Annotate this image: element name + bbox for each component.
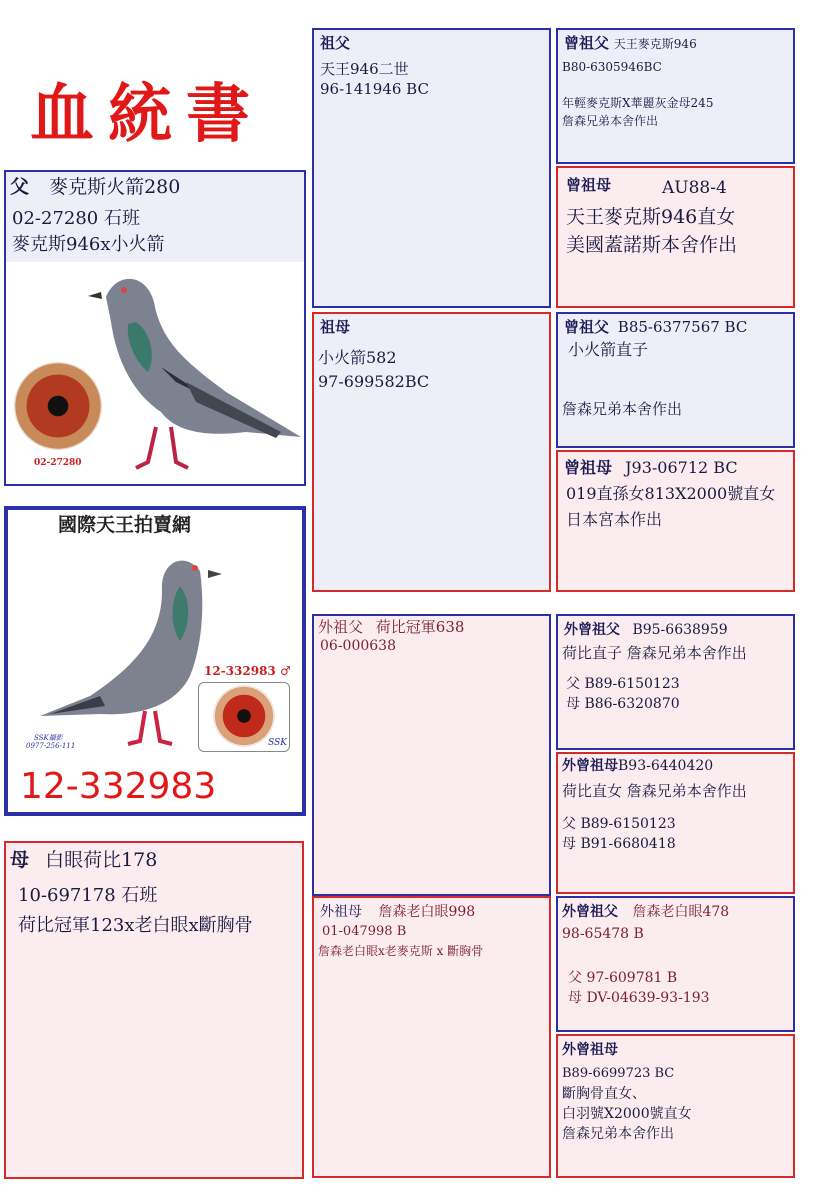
great-grandsire-3-heading	[564, 622, 728, 640]
paternal-granddam-name: 小火箭582	[318, 348, 397, 367]
great-granddam-4-pedigree-1: 斷胸骨直女、	[562, 1086, 646, 1102]
great-granddam-2-card	[556, 450, 795, 592]
maternal-grandsire-card	[312, 614, 551, 896]
maternal-grandsire-ring: 06-000638	[320, 638, 396, 654]
maternal-granddam-heading	[320, 904, 475, 922]
great-granddam-2-ring: J93-06712 BC	[625, 458, 738, 477]
great-grandsire-4-heading	[562, 904, 729, 922]
subject-card	[4, 506, 306, 816]
great-granddam-3-label: 外曾祖母	[562, 758, 618, 774]
maternal-granddam-name: 詹森老白眼998	[378, 904, 476, 920]
great-grandsire-3-card	[556, 614, 795, 750]
great-grandsire-3-dam: 母 B86-6320870	[566, 696, 680, 712]
great-grandsire-4-name: 詹森老白眼478	[632, 904, 730, 920]
dam-name: 白眼荷比178	[45, 849, 158, 871]
maternal-grandsire-label: 外祖父	[318, 618, 364, 636]
great-grandsire-1-ring: B80-6305946BC	[562, 60, 662, 74]
great-granddam-4-ring: B89-6699723 BC	[562, 1066, 675, 1081]
great-grandsire-2-heading	[564, 318, 747, 337]
paternal-grandsire-label: 祖父	[320, 34, 351, 52]
great-granddam-3-heading	[562, 758, 713, 776]
great-granddam-4-label: 外曾祖母	[562, 1042, 618, 1058]
paternal-granddam-label: 祖母	[320, 318, 351, 336]
great-grandsire-2-card	[556, 312, 795, 448]
great-granddam-1-ring: AU88-4	[662, 178, 727, 198]
great-grandsire-1-breeder: 詹森兄弟本舍作出	[562, 114, 659, 128]
great-grandsire-1-heading	[564, 34, 697, 53]
great-grandsire-2-ring: B85-6377567 BC	[617, 318, 748, 336]
great-granddam-1-label: 曾祖母	[566, 176, 612, 194]
maternal-grandsire-name: 荷比冠軍638	[375, 618, 465, 636]
great-grandsire-4-sire: 父 97-609781 B	[568, 970, 678, 986]
great-grandsire-4-ring: 98-65478 B	[562, 926, 644, 942]
photographer-credit: SSK攝影	[34, 734, 63, 742]
great-granddam-2-pedigree: 019直孫女813X2000號直女	[566, 484, 776, 503]
great-grandsire-3-pedigree: 荷比直子 詹森兄弟本舍作出	[562, 644, 747, 662]
page-title: 血統書	[30, 77, 264, 152]
sire-pedigree: 麥克斯946x小火箭	[12, 234, 165, 255]
maternal-grandsire-heading	[318, 618, 464, 637]
great-granddam-4-card	[556, 1034, 795, 1178]
great-granddam-2-label: 曾祖母	[564, 458, 613, 477]
photo-watermark: SSK	[268, 737, 287, 748]
great-grandsire-1-label: 曾祖父	[564, 34, 610, 52]
great-granddam-2-breeder: 日本宮本作出	[566, 510, 663, 529]
sire-name: 麥克斯火箭280	[49, 176, 181, 198]
maternal-granddam-ring: 01-047998 B	[322, 924, 407, 939]
great-granddam-1-pedigree: 天王麥克斯946直女	[566, 206, 736, 228]
great-grandsire-4-card	[556, 896, 795, 1032]
dam-ring: 10-697178 石班	[18, 885, 158, 906]
great-grandsire-3-sire: 父 B89-6150123	[566, 676, 680, 692]
maternal-granddam-pedigree: 詹森老白眼x老麥克斯 x 斷胸骨	[318, 944, 484, 958]
auction-site-name: 國際天王拍賣網	[58, 514, 192, 536]
great-grandsire-2-pedigree: 小火箭直子	[568, 340, 649, 359]
great-grandsire-2-label: 曾祖父	[564, 318, 610, 336]
maternal-granddam-card	[312, 896, 551, 1178]
great-granddam-2-heading	[564, 458, 738, 478]
subject-ring-small: 12-332983 ♂	[204, 664, 291, 678]
paternal-grandsire-card	[312, 28, 551, 308]
sire-ring: 02-27280 石班	[12, 208, 140, 229]
great-grandsire-2-breeder: 詹森兄弟本舍作出	[562, 400, 683, 418]
paternal-grandsire-ring: 96-141946 BC	[320, 80, 429, 98]
sire-pigeon-photo	[76, 262, 306, 482]
dam-pedigree: 荷比冠軍123x老白眼x斷胸骨	[18, 915, 253, 936]
great-grandsire-4-label: 外曾祖父	[562, 904, 618, 920]
great-grandsire-1-name: 天王麥克斯946	[613, 37, 697, 51]
dam-card	[4, 841, 304, 1179]
sire-label: 父	[10, 176, 30, 198]
sire-info	[6, 172, 304, 262]
photographer-phone: 0977-256-111	[26, 742, 76, 750]
dam-heading	[10, 849, 157, 873]
great-granddam-1-breeder: 美國蓋諾斯本舍作出	[566, 234, 738, 256]
great-granddam-1-card	[556, 166, 795, 308]
great-granddam-3-ring: B93-6440420	[618, 758, 714, 774]
great-grandsire-4-dam: 母 DV-04639-93-193	[568, 990, 710, 1006]
paternal-grandsire-name: 天王946二世	[320, 60, 409, 78]
paternal-granddam-ring: 97-699582BC	[318, 372, 430, 391]
sire-card	[4, 170, 306, 486]
eye-icon	[213, 685, 275, 747]
subject-eye-photo	[198, 682, 290, 752]
sire-eye-photo	[14, 362, 102, 450]
great-grandsire-1-card	[556, 28, 795, 164]
sire-photo-caption: 02-27280	[34, 458, 82, 468]
great-granddam-4-pedigree-2: 白羽號X2000號直女	[562, 1106, 692, 1122]
great-grandsire-3-label: 外曾祖父	[564, 622, 620, 638]
great-granddam-3-dam: 母 B91-6680418	[562, 836, 676, 852]
great-grandsire-1-pedigree: 年輕麥克斯X華麗灰金母245	[562, 96, 714, 110]
dam-label: 母	[10, 849, 30, 871]
great-granddam-4-breeder: 詹森兄弟本舍作出	[562, 1126, 674, 1142]
great-granddam-3-sire: 父 B89-6150123	[562, 816, 676, 832]
subject-ring-number: 12-332983	[20, 766, 217, 807]
great-grandsire-3-ring: B95-6638959	[632, 622, 728, 638]
paternal-granddam-card	[312, 312, 551, 592]
maternal-granddam-label: 外祖母	[320, 904, 362, 920]
great-granddam-3-pedigree: 荷比直女 詹森兄弟本舍作出	[562, 782, 747, 800]
great-granddam-3-card	[556, 752, 795, 894]
